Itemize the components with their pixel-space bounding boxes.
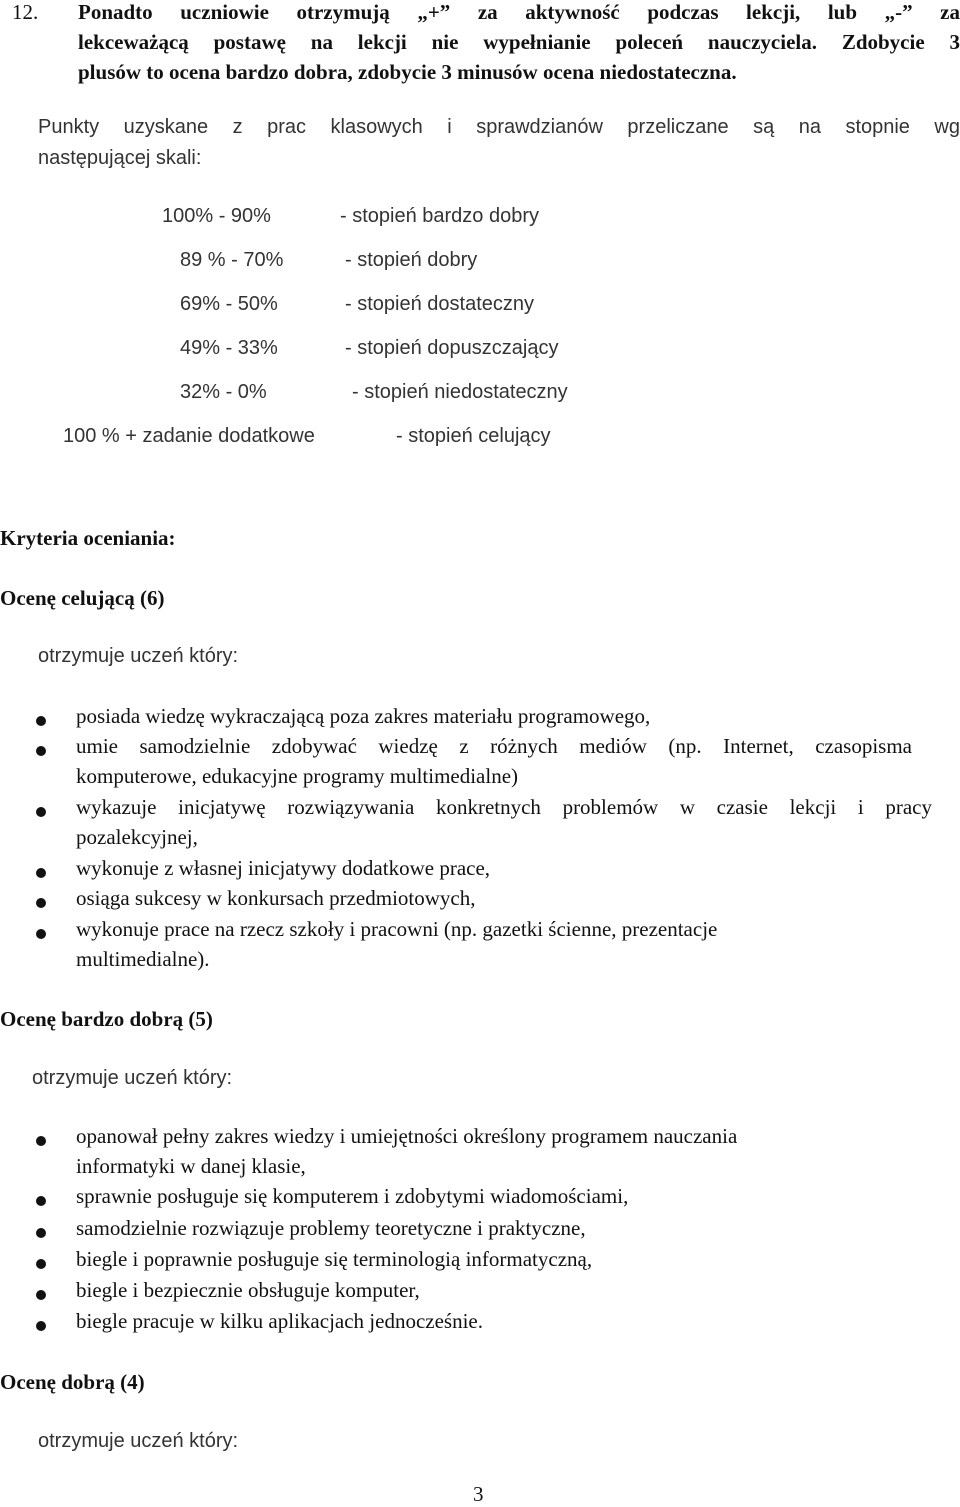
list-item: osiąga sukcesy w konkursach przedmiotowych, [76,886,476,910]
scale-grade: - stopień dostateczny [345,293,534,315]
bullet-icon [36,1136,46,1146]
bullet-icon [36,1321,46,1331]
bullet-icon [36,716,46,726]
bullet-icon [36,1259,46,1269]
section-5-heading: Ocenę bardzo dobrą (5) [0,1007,213,1031]
scale-range: 100% - 90% [162,205,271,227]
page-number: 3 [473,1482,484,1506]
list-item-continuation: informatyki w danej klasie, [76,1154,306,1178]
list-item: wykazuje inicjatywę rozwiązywania konkretnych problemów w czasie lekcji i pracy [76,795,932,819]
list-item: wykonuje prace na rzecz szkoły i pracowni (np. gazetki ścienne, prezentacje [76,917,718,941]
section-6-heading: Ocenę celującą (6) [0,586,165,610]
list-item: biegle i poprawnie posługuje się terminologią informatyczną, [76,1247,593,1271]
list-item: posiada wiedzę wykraczającą poza zakres materiału programowego, [76,704,651,728]
scale-intro-line-2: następującej skali: [38,147,202,169]
section-4-intro: otrzymuje uczeń który: [38,1430,239,1452]
intro-line-3: plusów to ocena bardzo dobra, zdobycie 3 minusów ocena niedostateczna. [78,60,737,84]
intro-line-2: lekceważącą postawę na lekcji nie wypełnianie poleceń nauczyciela. Zdobycie 3 [78,30,960,54]
scale-intro-line-1: Punkty uzyskane z prac klasowych i sprawdzianów przeliczane są na stopnie wg [38,116,960,138]
list-item-continuation: komputerowe, edukacyjne programy multimedialne) [76,764,519,788]
bullet-icon [36,929,46,939]
scale-range: 49% - 33% [180,337,278,359]
scale-grade: - stopień bardzo dobry [340,205,540,227]
list-item: sprawnie posługuje się komputerem i zdobytymi wiadomościami, [76,1184,629,1208]
bullet-icon [36,746,46,756]
list-item: umie samodzielnie zdobywać wiedzę z różnych mediów (np. Internet, czasopisma [76,734,912,758]
scale-range: 32% - 0% [180,381,267,403]
scale-grade: - stopień dopuszczający [345,337,559,359]
bullet-icon [36,1228,46,1238]
bullet-icon [36,1290,46,1300]
scale-range: 100 % + zadanie dodatkowe [63,425,315,447]
section-5-intro: otrzymuje uczeń który: [32,1067,233,1089]
list-item-continuation: pozalekcyjnej, [76,825,198,849]
list-item: samodzielnie rozwiązuje problemy teoretyczne i praktyczne, [76,1216,586,1240]
scale-grade: - stopień niedostateczny [352,381,568,403]
bullet-icon [36,807,46,817]
bullet-icon [36,868,46,878]
list-item: opanował pełny zakres wiedzy i umiejętności określony programem nauczania [76,1124,738,1148]
scale-range: 89 % - 70% [180,249,284,271]
list-item: biegle i bezpiecznie obsługuje komputer, [76,1278,420,1302]
bullet-icon [36,898,46,908]
criteria-heading: Kryteria oceniania: [0,526,176,550]
item-number-12: 12. [12,0,39,24]
bullet-icon [36,1196,46,1206]
list-item-continuation: multimedialne). [76,947,210,971]
scale-grade: - stopień dobry [345,249,478,271]
scale-range: 69% - 50% [180,293,278,315]
list-item: biegle pracuje w kilku aplikacjach jednocześnie. [76,1309,483,1333]
scale-grade: - stopień celujący [396,425,551,447]
section-4-heading: Ocenę dobrą (4) [0,1370,145,1394]
intro-line-1: Ponadto uczniowie otrzymują „+” za aktywność podczas lekcji, lub „-” za [78,0,960,24]
list-item: wykonuje z własnej inicjatywy dodatkowe prace, [76,856,491,880]
section-6-intro: otrzymuje uczeń który: [38,645,239,667]
